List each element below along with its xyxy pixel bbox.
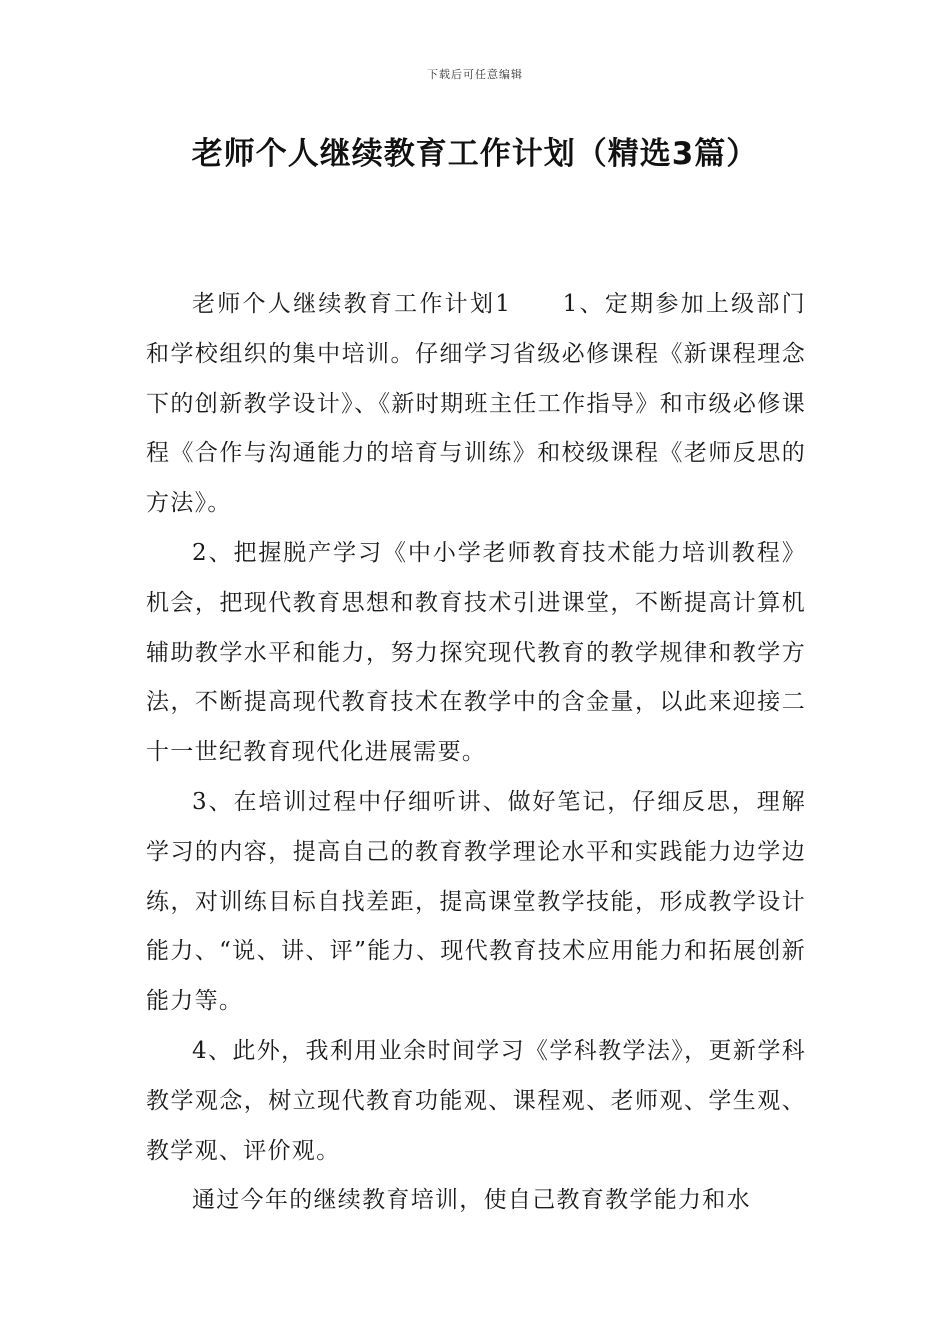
document-title: 老师个人继续教育工作计划（精选3篇）	[191, 136, 759, 172]
paragraph-4: 4、此外，我利用业余时间学习《学科教学法》，更新学科教学观念，树立现代教育功能观、课程观、老师观、学生观、教学观、评价观。	[146, 1037, 806, 1164]
download-note: 下载后可任意编辑	[427, 68, 523, 81]
paragraph-2: 2、把握脱产学习《中小学老师教育技术能力培训教程》机会，把现代教育思想和教育技术引进课堂，不断提高计算机辅助教学水平和能力，努力探究现代教育的教学规律和教学方法，不断提高现代教育技术在教学中的含金量，以此来迎接二十一世纪教育现代化进展需要。	[146, 539, 806, 766]
document-body	[146, 280, 806, 1226]
paragraph-3: 3、在培训过程中仔细听讲、做好笔记，仔细反思，理解学习的内容，提高自己的教育教学理论水平和实践能力边学边练，对训练目标自找差距，提高课堂教学技能，形成教学设计能力、“说、讲、评”能力、现代教育技术应用能力和拓展创新能力等。	[146, 788, 806, 1015]
paragraph-1: 老师个人继续教育工作计划1 1、定期参加上级部门和学校组织的集中培训。仔细学习省级必修课程《新课程理念下的创新教学设计》、《新时期班主任工作指导》和市级必修课程《合作与沟通能力的培育与训练》和校级课程《老师反思的方法》。	[146, 291, 806, 517]
paragraph-5: 通过今年的继续教育培训，使自己教育教学能力和水	[192, 1187, 751, 1214]
